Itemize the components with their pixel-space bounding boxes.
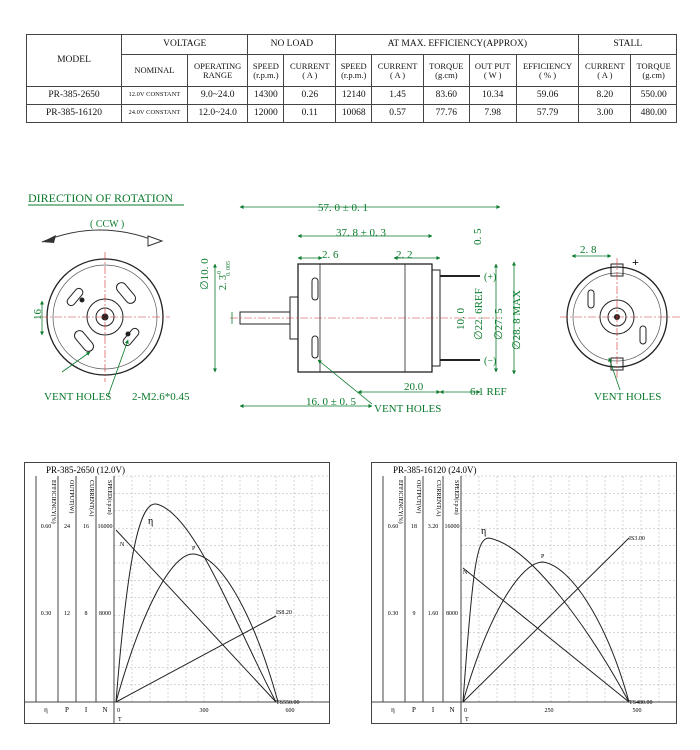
dim-2-8: 2. 8 [580, 244, 597, 256]
no-load-current-header: CURRENT ( A ) [284, 55, 336, 87]
dim-16-0: 16. 0 ± 0. 5 [306, 396, 357, 408]
dim-37: 37. 8 ± 0. 3 [336, 227, 387, 239]
axis-head-current: CURRENT(A) [88, 480, 94, 517]
cell: 480.00 [631, 105, 677, 123]
max-current-header: CURRENT ( A ) [372, 55, 424, 87]
table-row [27, 87, 677, 105]
cell: 24.0V CONSTANT [122, 105, 188, 123]
dia-2-3: 2. 3 [218, 275, 229, 290]
tick-cur-top: 3.20 [427, 524, 439, 530]
chart-title: PR-385-16120 (24.0V) [393, 465, 477, 475]
curve-label-p: P [541, 554, 545, 560]
dim-0-5: 0. 5 [472, 228, 484, 245]
cell: 3.00 [579, 105, 631, 123]
cell: 57.79 [516, 105, 579, 123]
label-eta: η [391, 706, 395, 714]
vent-holes-right: VENT HOLES [594, 391, 662, 403]
tick-out-top: 18 [411, 524, 417, 530]
dia-27-5: ∅27. 5 [493, 308, 505, 340]
tick-cur-mid: 8 [84, 611, 88, 617]
dia-2-3-tol-top: -0 [217, 271, 223, 276]
x-tick-2: 600 [285, 708, 295, 714]
axis-head-efficiency: EFFICIENCY(%) [397, 480, 403, 524]
tick-eff-top: 0.60 [40, 524, 52, 530]
cell: 8.20 [579, 87, 631, 105]
cell: 12140 [336, 87, 372, 105]
tick-eff-mid: 0.30 [387, 611, 399, 617]
front-view [28, 191, 190, 403]
curve-label-n: N [120, 542, 125, 548]
curve-label-is: IS8.20 [276, 610, 292, 616]
label-i: I [84, 706, 88, 714]
curve-label-eta: η [148, 516, 154, 527]
cell: 7.98 [469, 105, 516, 123]
cell: 0.57 [372, 105, 424, 123]
ccw-label: ( CCW ) [90, 219, 125, 230]
max-output-header: OUT PUT ( W ) [469, 55, 516, 87]
tick-eff-mid: 0.30 [40, 611, 52, 617]
cell: 0.26 [284, 87, 336, 105]
x-tick-1: 250 [544, 708, 554, 714]
side-view [199, 202, 523, 415]
cell: 83.60 [424, 87, 470, 105]
operating-range-header: OPERATING RANGE [187, 55, 248, 87]
curve-label-ts: TS480.00 [629, 700, 653, 706]
cell: 1.45 [372, 87, 424, 105]
cell: PR-385-16120 [27, 105, 122, 123]
plus-sign: + [632, 255, 639, 269]
cell: 12.0V CONSTANT [122, 87, 188, 105]
tick-out-top: 24 [64, 524, 70, 530]
no-load-speed-header: SPEED (r.p.m.) [248, 55, 284, 87]
dim-2-2: 2. 2 [396, 249, 413, 261]
cell: 77.76 [424, 105, 470, 123]
vent-holes-mid: VENT HOLES [374, 403, 442, 415]
dim-6-1: 6.1 REF [470, 386, 507, 398]
label-eta: η [44, 706, 48, 714]
stall-header: STALL [579, 35, 677, 55]
voltage-header: VOLTAGE [122, 35, 248, 55]
dim-20: 20.0 [404, 381, 424, 393]
stall-torque-header: TORQUE (g.cm) [631, 55, 677, 87]
label-n: N [102, 706, 108, 714]
tick-spd-top: 16000 [97, 524, 113, 530]
tick-eff-top: 0.60 [387, 524, 399, 530]
curve-label-p: P [192, 546, 196, 552]
dia-28-8: ∅28. 8 MAX [511, 289, 523, 350]
max-efficiency-col-header: EFFICIENCY ( % ) [516, 55, 579, 87]
curve-label-n: N [463, 570, 468, 576]
vent-holes-left: VENT HOLES [44, 391, 112, 403]
cell: 0.11 [284, 105, 336, 123]
dim-2-6: 2. 6 [322, 249, 339, 261]
performance-chart-12v [24, 462, 330, 724]
label-p: P [65, 706, 69, 714]
x-tick-1: 300 [199, 708, 209, 714]
cell: 10.34 [469, 87, 516, 105]
direction-title: DIRECTION OF ROTATION [28, 191, 174, 205]
max-speed-header: SPEED (r.p.m.) [336, 55, 372, 87]
stall-current-header: CURRENT ( A ) [579, 55, 631, 87]
spec-table [26, 34, 677, 123]
minus-terminal: (−) [484, 356, 497, 367]
x-axis-label: T [465, 717, 469, 723]
axis-head-efficiency: EFFICIENCY(%) [50, 480, 56, 524]
axis-head-current: CURRENT(A) [435, 480, 441, 517]
table-row [27, 105, 677, 123]
no-load-header: NO LOAD [248, 35, 336, 55]
dia-22-6: ∅22. 6REF [473, 288, 485, 340]
dia-2-3-tol-bottom: 0. 005 [226, 261, 232, 276]
cell: 12000 [248, 105, 284, 123]
curve-label-eta: η [481, 526, 487, 537]
label-origin: 0 [464, 708, 467, 714]
axis-head-output: OUTPUT(W) [68, 480, 74, 514]
rear-view [560, 244, 680, 403]
axis-head-output: OUTPUT(W) [415, 480, 421, 514]
label-i: I [431, 706, 435, 714]
cell: 550.00 [631, 87, 677, 105]
cell: 10068 [336, 105, 372, 123]
tick-out-mid: 12 [64, 611, 70, 617]
tick-cur-mid: 1.60 [427, 611, 439, 617]
label-p: P [412, 706, 416, 714]
tick-spd-mid: 8000 [446, 611, 458, 617]
dim-57: 57. 0 ± 0. 1 [318, 202, 369, 214]
axis-head-speed: SPEED(r.p.m) [453, 480, 459, 515]
plus-terminal: (+) [484, 272, 497, 283]
cell: 9.0~24.0 [187, 87, 248, 105]
dim-16: 16 [32, 309, 44, 320]
curve-label-is: IS3.00 [629, 536, 645, 542]
max-efficiency-header: AT MAX. EFFICIENCY(APPROX) [336, 35, 579, 55]
tick-spd-mid: 8000 [99, 611, 111, 617]
x-axis-label: T [118, 717, 122, 723]
cell: PR-385-2650 [27, 87, 122, 105]
x-tick-2: 500 [632, 708, 642, 714]
tick-out-mid: 9 [412, 611, 416, 617]
dim-10-0: 10. 0 [455, 308, 467, 330]
nominal-header: NOMINAL [122, 55, 188, 87]
label-origin: 0 [117, 708, 120, 714]
tick-cur-top: 16 [83, 524, 89, 530]
axis-head-speed: SPEED(r.p.m) [106, 480, 112, 515]
model-header: MODEL [27, 35, 122, 87]
cell: 14300 [248, 87, 284, 105]
cell: 59.06 [516, 87, 579, 105]
curve-label-ts: TS550.00 [276, 700, 300, 706]
label-n: N [449, 706, 455, 714]
mechanical-drawing [0, 180, 700, 430]
dia-10: ∅10. 0 [199, 258, 211, 290]
screw-spec: 2-M2.6*0.45 [132, 391, 190, 403]
performance-chart-24v [371, 462, 677, 724]
tick-spd-top: 16000 [444, 524, 460, 530]
chart-title: PR-385-2650 (12.0V) [46, 465, 125, 475]
cell: 12.0~24.0 [187, 105, 248, 123]
max-torque-header: TORQUE (g.cm) [424, 55, 470, 87]
